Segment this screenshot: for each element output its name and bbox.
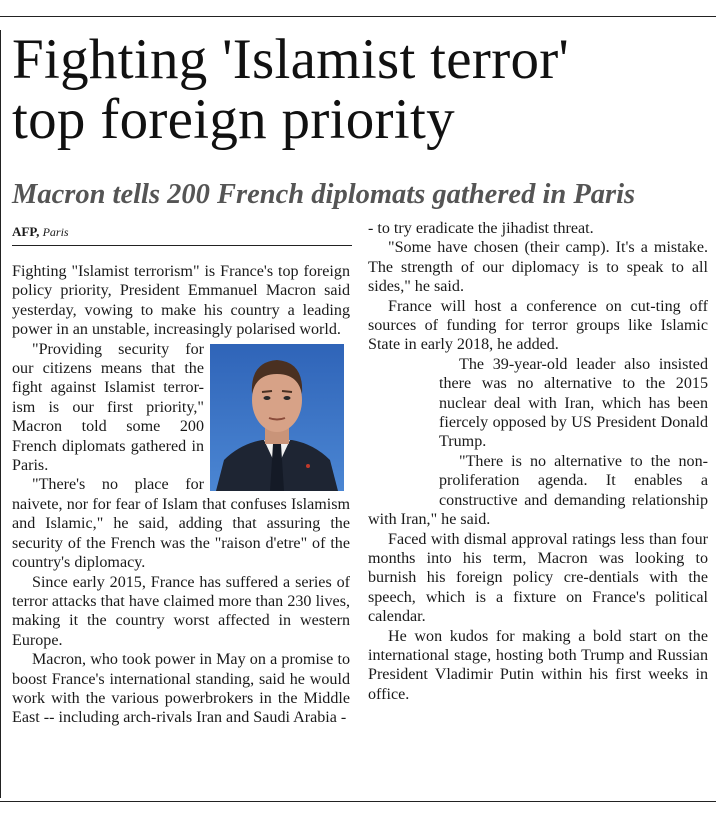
left-column-rule xyxy=(0,30,1,798)
paragraph: Since early 2015, France has suffered a series of terror attacks that have claimed more than 230 lives, making it the country worst affected in western Europe. xyxy=(12,573,350,649)
paragraph: Faced with dismal approval ratings less than four months into his term, Macron was looking to burnish his foreign policy cre-dentials with the speech, which is a fixture on France's political calendar. xyxy=(368,530,708,626)
paragraph: "There is no alternative to the non-proliferation agenda. It enables a constructive and demanding relationship with Iran," he said. xyxy=(368,452,708,529)
paragraph: Fighting "Islamist terrorism" is France's top foreign policy priority, President Emmanuel Macron said yesterday, vowing to make his country a leading power in an unstable, increasingly polarised world. xyxy=(12,263,350,339)
headline-line-2: top foreign priority xyxy=(12,88,455,151)
top-rule xyxy=(0,16,716,17)
paragraph: France will host a conference on cut-ting off sources of funding for terror groups like Islamic State in early 2018, he added. xyxy=(368,297,708,354)
byline-place: Paris xyxy=(42,225,69,239)
macron-photo xyxy=(210,344,344,491)
paragraph: He won kudos for making a bold start on the international stage, hosting both Trump and Russian President Vladimir Putin within his first weeks in office. xyxy=(368,627,708,703)
byline-agency: AFP, xyxy=(12,224,40,239)
subheadline: Macron tells 200 French diplomats gathered in Paris xyxy=(12,179,636,210)
portrait-illustration xyxy=(210,344,344,491)
paragraph: Macron, who took power in May on a promise to boost France's international standing, said he would work with the various powerbrokers in the Middle East -- including arch-rivals Iran and Saudi Arabia - xyxy=(12,651,350,727)
photo-wrap-spacer xyxy=(368,359,431,506)
paragraph: The 39-year-old leader also insisted there was no alternative to the 2015 nuclear deal with Iran, which has been fiercely opposed by US President Donald Trump. xyxy=(439,355,708,451)
paragraph: "Providing security for our citizens means that the fight against Islamist terror-ism is our first priority," Macron told some 200 French diplomats gathered in Paris. xyxy=(12,340,204,475)
byline xyxy=(12,224,69,240)
paragraph: - to try eradicate the jihadist threat. xyxy=(368,220,594,237)
bottom-rule xyxy=(0,801,716,802)
article-column-left xyxy=(12,262,350,728)
paragraph: "Some have chosen (their camp). It's a mistake. The strength of our diplomacy is to speak to all sides," he said. xyxy=(368,239,708,296)
headline-line-1: Fighting 'Islamist terror' xyxy=(12,28,570,91)
headline xyxy=(12,30,712,150)
paragraph: "There's no place for naivete, nor for fear of Islam that confuses Islamism and Islamic," he said, adding that assuring the security of the French was the "raison d'etre" of the country's diplomacy. xyxy=(12,476,350,572)
article-column-right xyxy=(368,219,708,704)
byline-rule xyxy=(12,245,352,246)
